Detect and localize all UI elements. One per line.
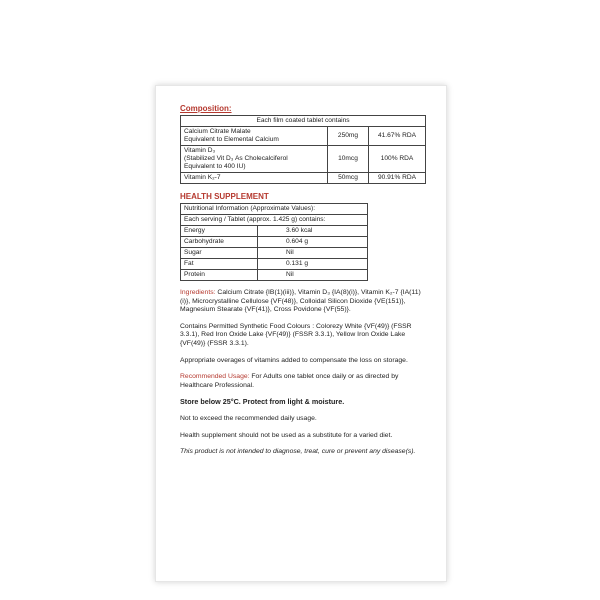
nutrient-value: 0.604 g — [258, 237, 368, 248]
ingredient-cell — [181, 146, 328, 173]
ingredients-label: Ingredients: — [180, 289, 216, 296]
ingredient-name: Calcium Citrate Malate — [184, 128, 251, 135]
ingredient-detail: (Stabilized Vit D₃ As Cholecalciferol — [184, 155, 288, 162]
nutrient-value: 0.131 g — [258, 259, 368, 270]
ingredient-name: Vitamin K₂-7 — [184, 174, 221, 181]
ingredient-cell — [181, 173, 328, 184]
serving-cell: Each serving / Tablet (approx. 1.425 g) contains: — [181, 215, 368, 226]
ingredient-detail: Equivalent to 400 IU) — [184, 163, 246, 170]
nutrient-value: Nil — [258, 270, 368, 281]
nutrient-label: Carbohydrate — [181, 237, 258, 248]
storage-instruction: Store below 25°C. Protect from light & moisture. — [180, 397, 345, 407]
amount-cell: 10mcg — [328, 146, 369, 173]
composition-table — [180, 115, 426, 184]
table-row — [181, 127, 426, 146]
substitute-warning: Health supplement should not be used as a substitute for a varied diet. — [180, 431, 393, 439]
nutrition-title-cell: Nutritional Information (Approximate Values): — [181, 204, 368, 215]
nutrient-label: Fat — [181, 259, 258, 270]
nutrition-table — [180, 203, 368, 281]
rda-cell: 90.91% RDA — [369, 173, 426, 184]
composition-heading: Composition: — [180, 104, 232, 113]
nutrient-label: Protein — [181, 270, 258, 281]
nutrient-label: Energy — [181, 226, 258, 237]
rda-cell: 100% RDA — [369, 146, 426, 173]
usage-label: Recommended Usage: — [180, 373, 250, 381]
ingredient-cell — [181, 127, 328, 146]
nutrient-value: 3.60 kcal — [258, 226, 368, 237]
composition-header-cell: Each film coated tablet contains — [181, 116, 426, 127]
nutrient-value: Nil — [258, 248, 368, 259]
table-row — [181, 215, 368, 226]
nutrient-label: Sugar — [181, 248, 258, 259]
label-content — [180, 104, 426, 457]
table-row — [181, 173, 426, 184]
health-supplement-heading: HEALTH SUPPLEMENT — [180, 192, 269, 201]
table-row — [181, 248, 368, 259]
rda-cell: 41.67% RDA — [369, 127, 426, 146]
table-row — [181, 116, 426, 127]
colours-paragraph: Contains Permitted Synthetic Food Colours : Colorezy White {VF(49)} (FSSR 3.3.1), Red Iron Oxide Lake {VF(49)} (FSSR 3.3.1), Yellow Iron Oxide Lake {VF(49)} (FSSR 3.3.1). — [180, 322, 412, 347]
table-row — [181, 270, 368, 281]
amount-cell: 50mcg — [328, 173, 369, 184]
dosage-warning: Not to exceed the recommended daily usage. — [180, 414, 317, 422]
ingredients-text: Calcium Citrate {IB(1)(iii)}, Vitamin D₃ {IA(8)(i)}, Vitamin K₂-7 {IA(11)(i)}, Microcrystalline Cellulose {VF(48)}, Colloidal Silicon Dioxide {VE(151)}, Magnesium Stearate {VF(41)}, Cross Povidone {VF(55)}. — [180, 289, 421, 314]
ingredients-paragraph — [180, 289, 426, 315]
table-row — [181, 146, 426, 173]
table-row — [181, 226, 368, 237]
ingredient-detail: Equivalent to Elemental Calcium — [184, 136, 279, 143]
table-row — [181, 237, 368, 248]
table-row — [181, 204, 368, 215]
ingredient-name: Vitamin D₃ — [184, 147, 216, 154]
table-row — [181, 259, 368, 270]
product-carton-back — [155, 85, 447, 582]
usage-paragraph — [180, 373, 426, 390]
overages-paragraph: Appropriate overages of vitamins added to compensate the loss on storage. — [180, 356, 408, 364]
disclaimer: This product is not intended to diagnose, treat, cure or prevent any disease(s). — [180, 448, 416, 456]
usage-text: For Adults one tablet once daily or as directed by Healthcare Professional. — [180, 373, 399, 389]
amount-cell: 250mg — [328, 127, 369, 146]
